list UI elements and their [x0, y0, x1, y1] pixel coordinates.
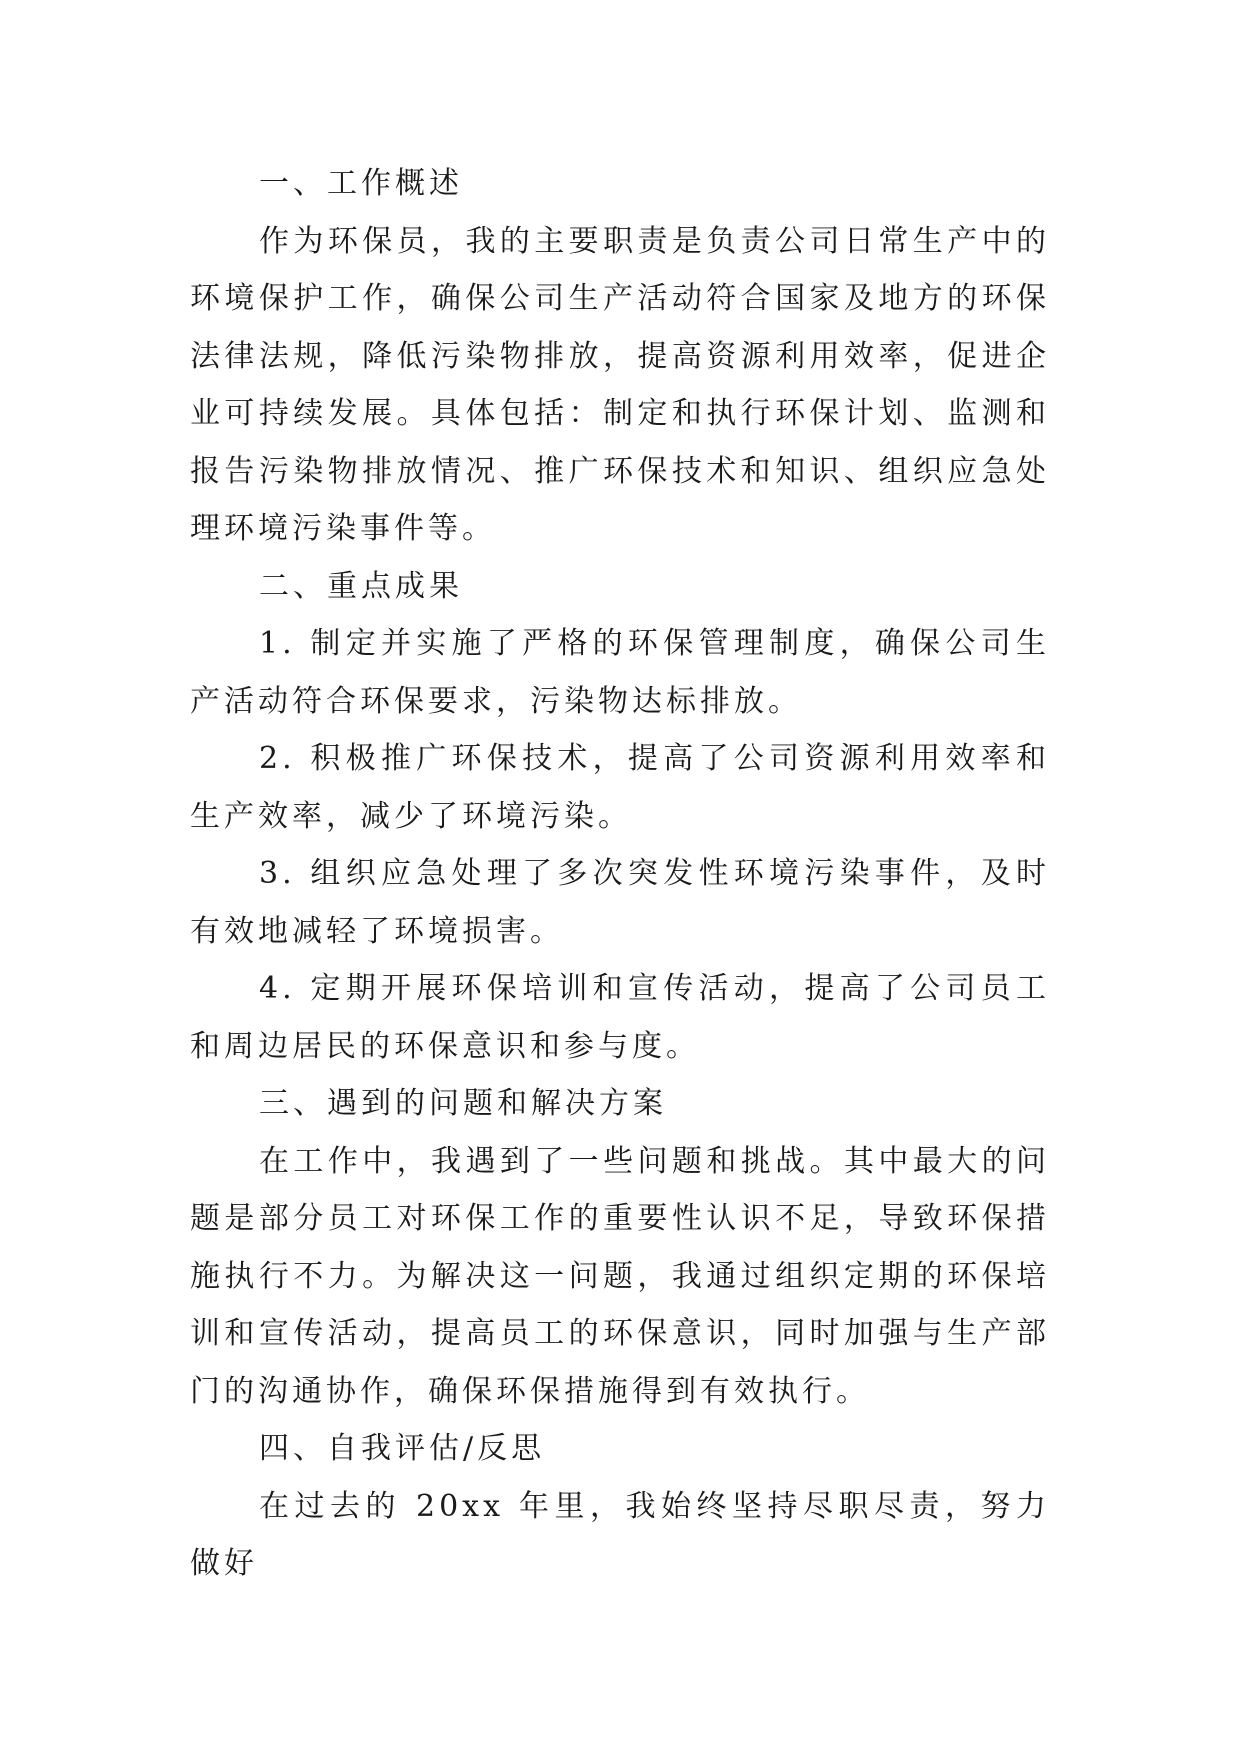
- list-item: 2. 积极推广环保技术，提高了公司资源利用效率和生产效率，减少了环境污染。: [190, 741, 1050, 834]
- paragraph: 作为环保员，我的主要职责是负责公司日常生产中的环境保护工作，确保公司生产活动符合国家及地方的环保法律法规，降低污染物排放，提高资源利用效率，促进企业可持续发展。具体包括：制定和执行环保计划、监测和报告污染物排放情况、推广环保技术和知识、组织应急处理环境污染事件等。: [190, 223, 1050, 546]
- list-item: 1. 制定并实施了严格的环保管理制度，确保公司生产活动符合环保要求，污染物达标排放。: [190, 626, 1050, 719]
- section-heading: 二、重点成果: [259, 568, 463, 604]
- paragraph: 在过去的 20xx 年里，我始终坚持尽职尽责，努力做好: [190, 1488, 1050, 1581]
- section-heading: 四、自我评估/反思: [259, 1431, 546, 1466]
- section-heading: 一、工作概述: [259, 166, 463, 201]
- list-item: 3. 组织应急处理了多次突发性环境污染事件，及时有效地减轻了环境损害。: [190, 856, 1050, 949]
- section-heading: 三、遇到的问题和解决方案: [259, 1086, 667, 1121]
- paragraph: 在工作中，我遇到了一些问题和挑战。其中最大的问题是部分员工对环保工作的重要性认识不足，导致环保措施执行不力。为解决这一问题，我通过组织定期的环保培训和宣传活动，提高员工的环保意识，同时加强与生产部门的沟通协作，确保环保措施得到有效执行。: [190, 1143, 1050, 1409]
- list-item: 4. 定期开展环保培训和宣传活动，提高了公司员工和周边居民的环保意识和参与度。: [190, 971, 1050, 1064]
- document-body: [190, 155, 1050, 1593]
